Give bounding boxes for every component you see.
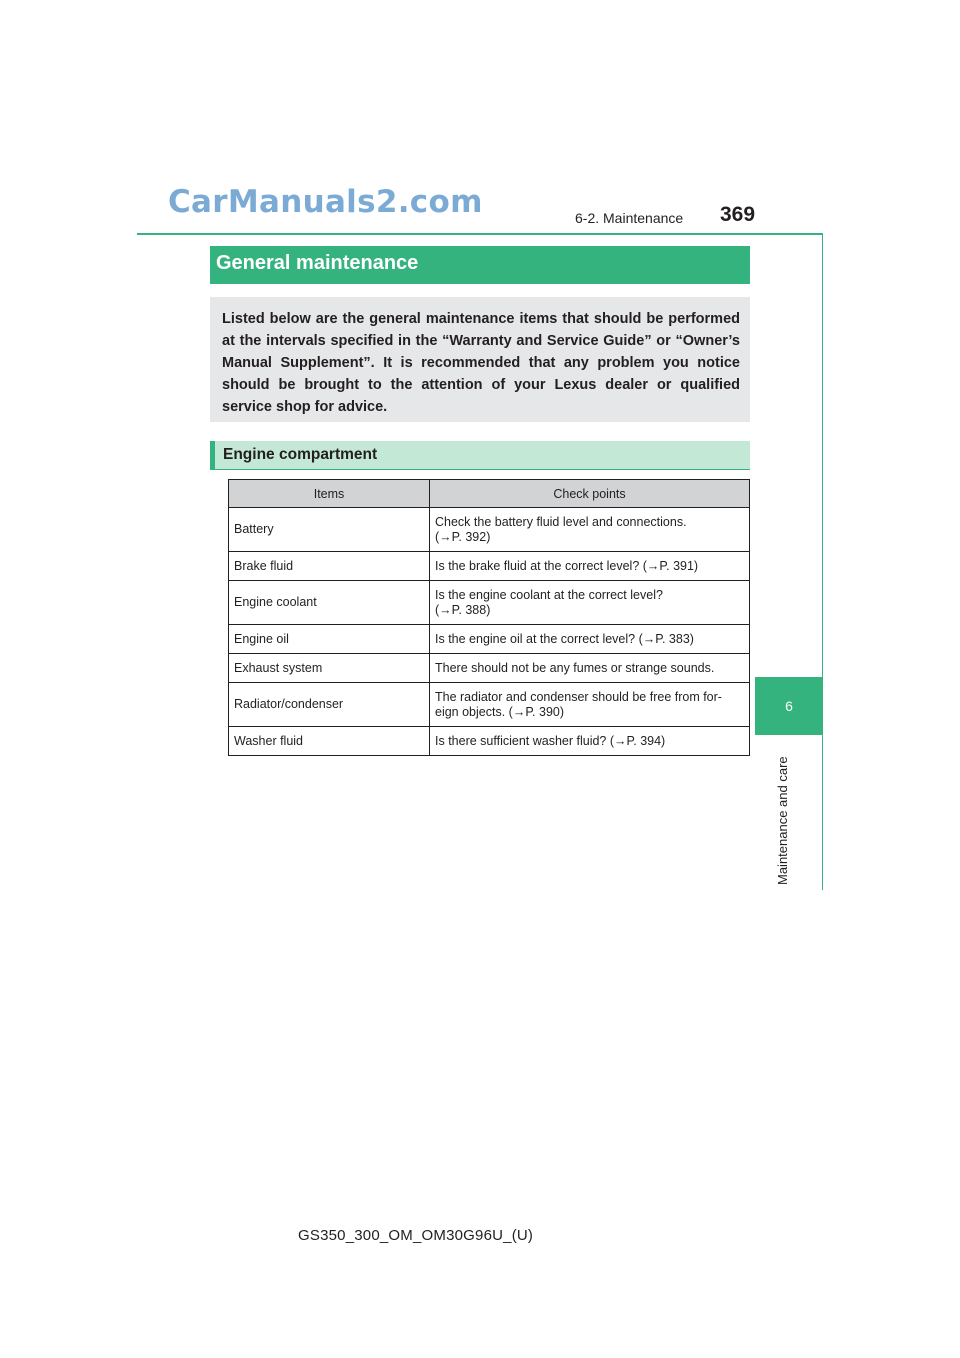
table-row xyxy=(229,625,750,654)
item-cell: Exhaust system xyxy=(229,654,430,683)
check-cell: Is the engine oil at the correct level? (→P. 383) xyxy=(430,625,750,654)
page-reference: (→P. 388) xyxy=(435,602,491,617)
header-rule xyxy=(137,233,823,235)
section-title: General maintenance xyxy=(216,252,419,274)
document-code: GS350_300_OM_OM30G96U_(U) xyxy=(298,1227,534,1244)
check-cell xyxy=(430,581,750,625)
column-header-check-points: Check points xyxy=(430,480,750,508)
item-cell: Battery xyxy=(229,508,430,552)
table-row xyxy=(229,552,750,581)
check-cell: There should not be any fumes or strange sounds. xyxy=(430,654,750,683)
subsection-title: Engine compartment xyxy=(223,446,378,463)
side-divider-lower xyxy=(822,735,823,890)
check-cell xyxy=(430,683,750,727)
chapter-title-vertical xyxy=(776,745,790,885)
side-divider xyxy=(822,233,823,677)
check-cell xyxy=(430,508,750,552)
check-text-continued: eign objects. (→P. 390) xyxy=(435,704,565,719)
check-cell: Is the brake fluid at the correct level? (→P. 391) xyxy=(430,552,750,581)
section-label: 6-2. Maintenance xyxy=(575,210,684,226)
item-cell: Engine coolant xyxy=(229,581,430,625)
column-header-items: Items xyxy=(229,480,430,508)
check-text: The radiator and condenser should be free from for- xyxy=(435,689,722,704)
chapter-title: Maintenance and care xyxy=(775,756,790,885)
check-text: Check the battery fluid level and connections. xyxy=(435,514,687,529)
subsection-accent xyxy=(210,441,215,470)
page-number: 369 xyxy=(720,203,756,226)
check-text: Is the engine coolant at the correct level? xyxy=(435,587,663,602)
chapter-number: 6 xyxy=(785,698,793,714)
item-cell: Engine oil xyxy=(229,625,430,654)
table-row xyxy=(229,683,750,727)
intro-text: Listed below are the general maintenance items that should be performed at the intervals specified in the “Warranty and Service Guide” or “Owner’s Manual Supplement”. It is recommended that any problem you notice should be brought to the attention of your Lexus dealer or qualified service shop for advice. xyxy=(222,311,740,415)
subsection-heading xyxy=(210,441,750,470)
table-row xyxy=(229,727,750,756)
page-reference: (→P. 392) xyxy=(435,529,491,544)
table-row xyxy=(229,508,750,552)
table-header-row xyxy=(229,480,750,508)
watermark-logo: CarManuals2.com xyxy=(168,184,483,220)
item-cell: Washer fluid xyxy=(229,727,430,756)
intro-box xyxy=(210,297,750,422)
table-row xyxy=(229,654,750,683)
section-heading xyxy=(210,246,750,284)
item-cell: Brake fluid xyxy=(229,552,430,581)
table-row xyxy=(229,581,750,625)
check-cell: Is there sufficient washer fluid? (→P. 394) xyxy=(430,727,750,756)
chapter-tab[interactable] xyxy=(755,677,823,735)
item-cell: Radiator/condenser xyxy=(229,683,430,727)
engine-compartment-table xyxy=(228,479,750,756)
